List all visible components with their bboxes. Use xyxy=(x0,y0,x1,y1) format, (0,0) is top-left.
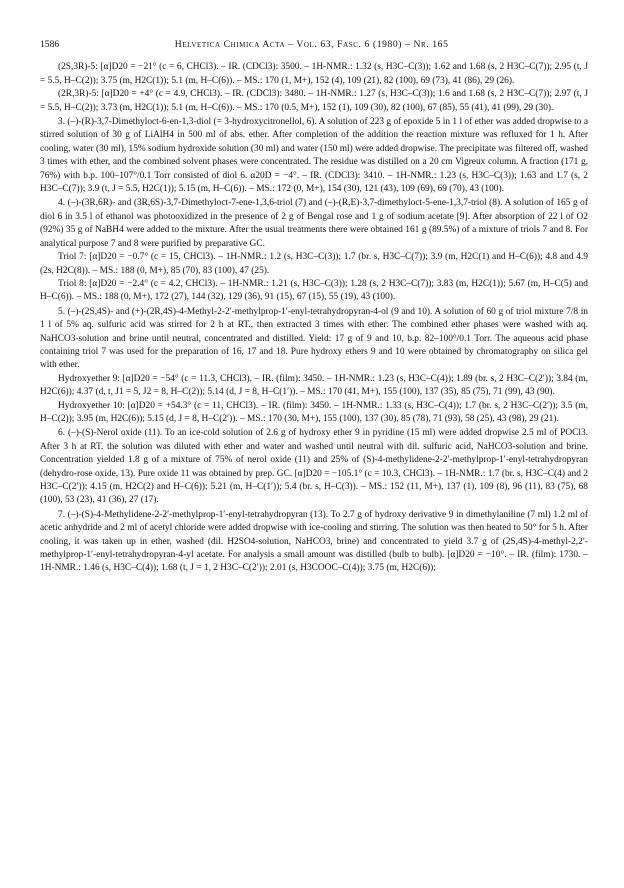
body-text xyxy=(40,61,588,575)
page xyxy=(40,38,588,576)
paragraph-triol-8: Triol 8: [α]D20 = −2.4° (c = 4.2, CHCl3). – 1H-NMR.: 1.21 (s, H3C–C(3)); 1.28 (s, 2 H3C–C(7)); 3.83 (m, H2C(1)); 5.67 (m, H–C(5) and H–C(6)). – MS.: 188 (0, M+), 172 (27), 144 (32), 129 (36), 91 (15), 67 (15), 55 (19), 43 (100). xyxy=(40,278,588,303)
paragraph-section-4: 4. (–)-(3R,6R)- and (3R,6S)-3,7-Dimethyloct-7-ene-1,3,6-triol (7) and (–)-(R,E)-3,7-dimethyloct-5-ene-1,3,7-triol (8). A solution of 165 g of diol 6 in 3.5 l of ethanol was photooxidized in the presence of 2 g of Bengal rose and 1 g of sodium acetate [9]. After absorption of 22 l of O2 (92%) 35 g of NaBH4 were added to the mixture. After the usual treatments there were obtained 161 g (89.5%) of a mixture of triols 7 and 8. For analytical purpose 7 and 8 were purified by preparative GC. xyxy=(40,198,588,249)
page-number: 1586 xyxy=(40,39,60,50)
paragraph-spectra-2r3r-5: (2R,3R)-5: [α]D20 = +4° (c = 4.9, CHCl3). – IR. (CDCl3): 3480. – 1H-NMR.: 1.27 (s, H3C–C(3)); 1.6 and 1.68 (s, 2 H3C–C(7)); 2.97 (t, J = 5.5, H–C(2)); 3.73 (m, H2C(1)); 5.1 (m, H–C(6)). – MS.: 170 (0.5, M+), 152 (1), 109 (30), 82 (100), 67 (85), 55 (41), 41 (99), 29 (30). xyxy=(40,89,588,113)
paragraph-hydroxyether-10: Hydroxyether 10: [α]D20 = +54.3° (c = 11, CHCl3). – IR. (film): 3450. – 1H-NMR.: 1.33 (s, H3C–C(4)); 1.7 (br. s, 2 H3C–C(2′)); 3.5 (m, H–C(2)); 3.95 (m, H2C(6)); 5.15 (d, J = 8, H–C(2′)). – MS.: 170 (30, M+), 155 (100), 137 (30), 85 (78), 71 (93), 58 (25), 43 (98), 29 (21). xyxy=(40,400,588,424)
paragraph-hydroxyether-9: Hydroxyether 9: [α]D20 = −54° (c = 11.3, CHCl3). – IR. (film): 3450. – 1H-NMR.: 1.23 (s, H3C–C(4)); 1.89 (br. s, 2 H3C–C(2′)); 3.84 (m, H2C(6)); 4.37 (d, t, J1 = 5, J2 = 8, H–C(2)); 5.14 (d, J = 8, H–C(1′)). – MS.: 170 (41, M+), 155 (100), 137 (35), 85 (75), 71 (99), 43 (90). xyxy=(40,373,588,398)
paragraph-section-7: 7. (–)-(S)-4-Methylidene-2-2′-methylprop-1′-enyl-tetrahydropyran (13). To 2.7 g of hydroxy derivative 9 in dimethylaniline (7 ml) 1.2 ml of acetic anhydride and 2 ml of acetyl chloride were added dropwise with ice-cooling and stirring. The solution was then heated to 50° for 5 h. After cooling, it was taken up in ether, washed (dil. H2SO4-solution, NaHCO3, brine) and concentrated to yield 3.7 g of (2S,4S)-4-methyl-2,2′-methylprop-1′-enyl-tetrahydropyran-4-yl acetate. For analysis a small amount was distilled (bulb to bulb). [α]D20 = −10°. – IR. (film): 1730. – 1H-NMR.: 1.46 (s, H3C–C(4)); 1.68 (t, J = 1, 2 H3C–C(2′)); 2.01 (s, H3COOC–C(4)); 3.75 (m, H2C(6)); xyxy=(40,509,588,574)
paragraph-section-3: 3. (–)-(R)-3,7-Dimethyloct-6-en-1,3-diol (= 3-hydroxycitronellol, 6). A solution of 223 g of epoxide 5 in 1 l of ether was added dropwise to a stirred solution of 30 g of LiAlH4 in 500 ml of abs. ether. After completion of the addition the reaction mixture was refluxed for 1 h. After cooling, water (30 ml), 15% sodium hydroxide solution (30 ml) and water (150 ml) were added dropwise. The precipitate was filtered off, washed 3 times with ether, and the combined solvent phases were concentrated. The residue was distilled on a 20 cm Vigreux column. A fraction (171 g, 76%) with b.p. 100–107°/0.1 Torr consisted of diol 6. α20D = −4°. – IR. (CDCl3): 3410. – 1H-NMR.: 1.23 (s, H3C–C(3)); 1.63 and 1.7 (s, 2 H3C–C(7)); 3.9 (t, J = 5.5, H2C(1)); 5.15 (m, H–C(6)). – MS.: 172 (0, M+), 154 (30), 121 (43), 109 (69), 69 (70), 43 (100). xyxy=(40,117,588,195)
paragraph-spectra-2s3r-5: (2S,3R)-5: [α]D20 = −21° (c = 6, CHCl3). – IR. (CDCl3): 3500. – 1H-NMR.: 1.32 (s, H3C–C(3)); 1.62 and 1.68 (s, 2 H3C–C(7)); 2.95 (t, J = 5.5, H–C(2)); 3.75 (m, H2C(1)); 5.1 (m, H–C(6)). – MS.: 170 (1, M+), 152 (4), 109 (21), 82 (100), 69 (73), 41 (86), 29 (26). xyxy=(40,62,588,86)
paragraph-section-6: 6. (–)-(S)-Nerol oxide (11). To an ice-cold solution of 2.6 g of hydroxy ether 9 in pyridine (15 ml) were added dropwise 2.5 ml of POCl3. After 3 h at RT. the solution was diluted with ether and water and washed until neutral with dil. sulfuric acid, NaHCO3-solution and brine. Concentration yielded 1.8 g of a mixture of 75% of nerol oxide (11) and 25% of (S)-4-methylidene-2-2′-methylprop-1′-enyl-tetrahydropyran (dehydro-rose oxide, 13). Pure oxide 11 was obtained by prep. GC. [α]D20 = −105.1° (c = 10.3, CHCl3). – 1H-NMR.: 1.7 (br. s, H3C–C(4) and 2 H3C–C(2′)); 4.15 (m, H2C(2) and H–C(6)); 5.21 (m, H–C(1′)); 5.4 (br. s, H–C(3)). – MS.: 152 (11, M+), 137 (1), 109 (8), 96 (11), 83 (75), 68 (100), 53 (23), 41 (36), 27 (17). xyxy=(40,428,588,506)
journal-title: Helvetica Chimica Acta – Vol. 63, Fasc. 6 (1980) – Nr. 165 xyxy=(174,39,449,50)
paragraph-section-5: 5. (–)-(2S,4S)- and (+)-(2R,4S)-4-Methyl-2-2′-methylprop-1′-enyl-tetrahydropyran-4-ol (9 and 10). A solution of 60 g of triol mixture 7/8 in 1 l of 5% aq. sulfuric acid was stirred for 2 h at RT., then extracted 3 times with ether. The combined ether phases were washed with aq. NaHCO3-solution and brine until neutral, concentrated and distilled. Yield: 17 g of 9 and 10, b.p. 82–100°/0.1 Torr. The aqueous acid phase containing triol 7 was used for the preparation of 16, 17 and 18. Pure hydroxy ethers 9 and 10 were obtained by chromatography on silica gel with ether. xyxy=(40,306,588,371)
paragraph-triol-7: Triol 7: [α]D20 = −0.7° (c = 15, CHCl3). – 1H-NMR.: 1.2 (s, H3C–C(3)); 1.7 (br. s, H3C–C(7)); 3.9 (m, H2C(1) and H–C(6)); 4.8 and 4.9 (2s, H2C(8)). – MS.: 188 (0, M+), 85 (70), 83 (100), 47 (25). xyxy=(40,252,588,276)
page-header xyxy=(40,38,588,51)
